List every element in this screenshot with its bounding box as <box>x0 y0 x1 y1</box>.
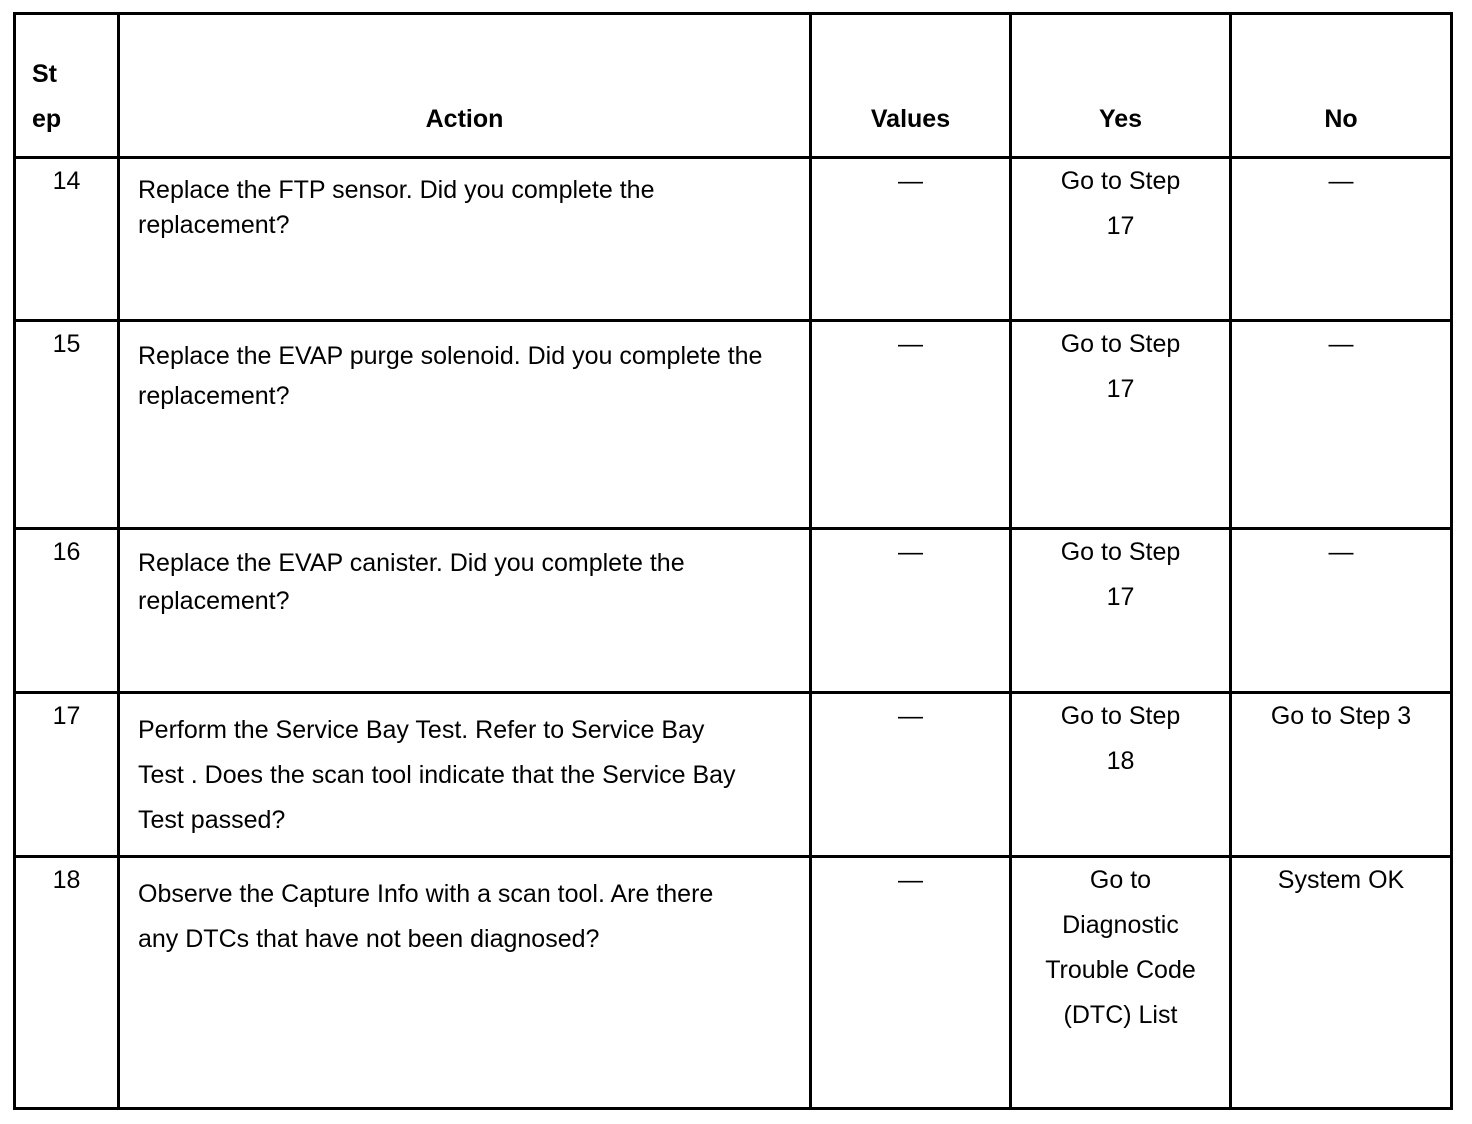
table-row <box>15 693 1452 857</box>
action-text <box>119 857 811 1109</box>
step-number: 18 <box>15 857 119 1109</box>
step-number: 14 <box>15 158 119 321</box>
yes-text: Go to Diagnostic Trouble Code (DTC) List <box>1045 866 1196 1029</box>
no-cell: — <box>1231 529 1452 693</box>
table-row <box>15 529 1452 693</box>
values-cell: — <box>811 321 1011 529</box>
header-yes: Yes <box>1011 14 1231 158</box>
action-text <box>119 321 811 529</box>
yes-cell <box>1011 857 1231 1109</box>
no-cell: Go to Step 3 <box>1231 693 1452 857</box>
values-cell: — <box>811 529 1011 693</box>
values-cell: — <box>811 693 1011 857</box>
action-text <box>119 529 811 693</box>
header-row <box>15 14 1452 158</box>
action-text <box>119 693 811 857</box>
header-action: Action <box>119 14 811 158</box>
table-row <box>15 857 1452 1109</box>
action-text-content: Perform the Service Bay Test. Refer to Service Bay Test . Does the scan tool indicate that the Service Bay Test passed? <box>138 716 736 834</box>
header-step <box>15 14 119 158</box>
diagnostic-table <box>13 12 1453 1110</box>
yes-text: Go to Step 18 <box>1060 702 1181 775</box>
yes-text: Go to Step 17 <box>1060 330 1181 403</box>
no-cell: System OK <box>1231 857 1452 1109</box>
values-cell: — <box>811 857 1011 1109</box>
no-cell: — <box>1231 321 1452 529</box>
table-row <box>15 158 1452 321</box>
step-number: 17 <box>15 693 119 857</box>
action-text-content: Replace the FTP sensor. Did you complete the replacement? <box>138 176 655 239</box>
yes-text: Go to Step 17 <box>1060 167 1181 240</box>
yes-cell <box>1011 693 1231 857</box>
header-no: No <box>1231 14 1452 158</box>
action-text-content: Replace the EVAP purge solenoid. Did you complete the replacement? <box>138 342 763 410</box>
table-row <box>15 321 1452 529</box>
values-cell: — <box>811 158 1011 321</box>
step-number: 16 <box>15 529 119 693</box>
action-text-content: Observe the Capture Info with a scan tool. Are there any DTCs that have not been diagnosed? <box>138 880 714 953</box>
header-step-label: St ep <box>32 60 62 133</box>
step-number: 15 <box>15 321 119 529</box>
no-cell: — <box>1231 158 1452 321</box>
yes-cell <box>1011 529 1231 693</box>
yes-cell <box>1011 321 1231 529</box>
yes-text: Go to Step 17 <box>1060 538 1181 611</box>
header-values: Values <box>811 14 1011 158</box>
yes-cell <box>1011 158 1231 321</box>
action-text <box>119 158 811 321</box>
action-text-content: Replace the EVAP canister. Did you complete the replacement? <box>138 549 685 615</box>
